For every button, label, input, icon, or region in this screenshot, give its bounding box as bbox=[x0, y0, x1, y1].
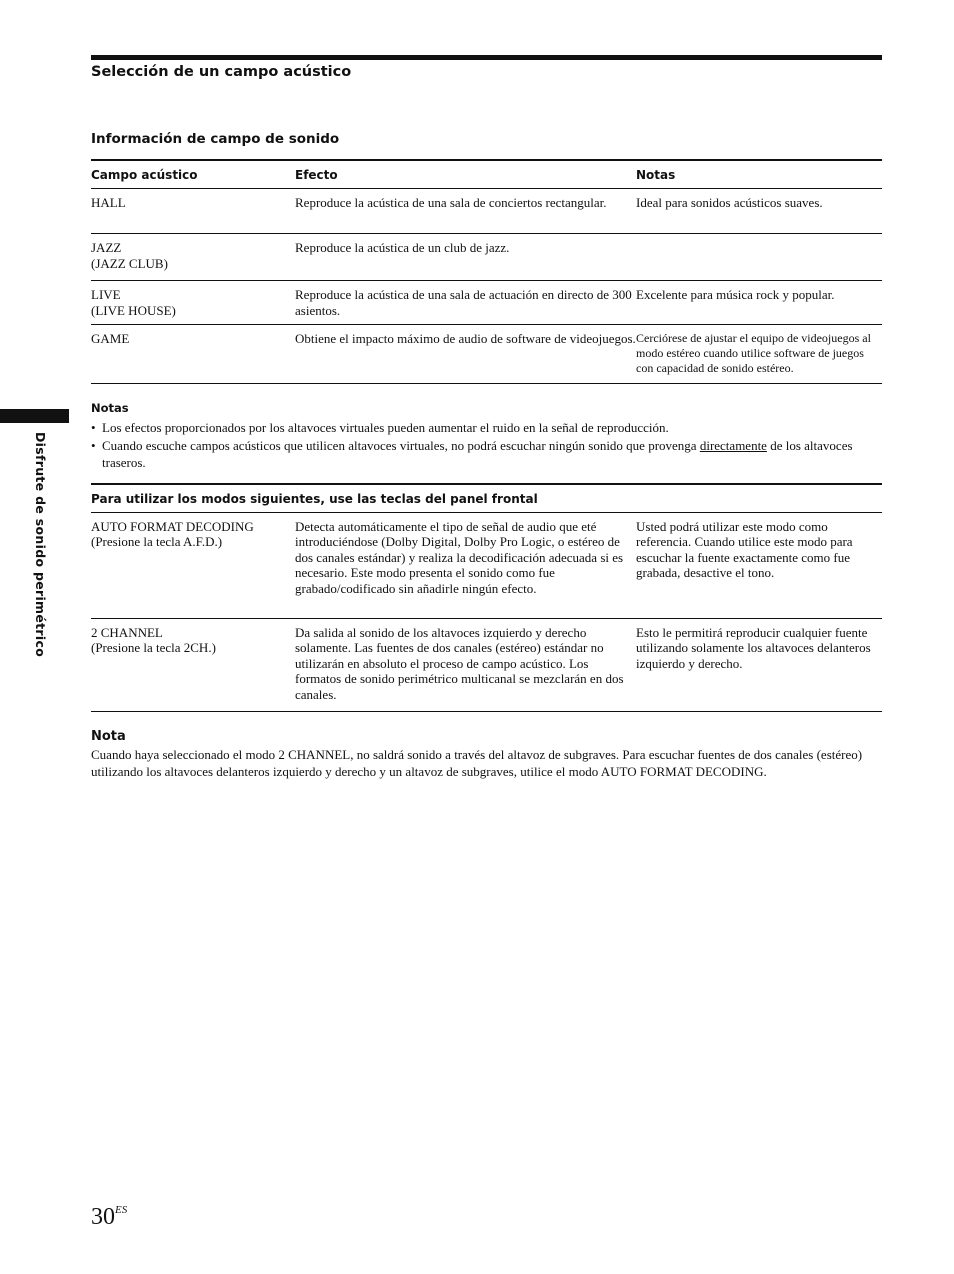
notes-cell: Ideal para sonidos acústicos suaves. bbox=[636, 189, 882, 234]
notes-heading: Notas bbox=[91, 401, 129, 415]
notes-cell: Usted podrá utilizar este modo como referencia. Cuando utilice este modo para escuchar la fuente exactamente como fue grabada, desactive el tono. bbox=[636, 513, 882, 619]
table-header-row bbox=[91, 160, 882, 189]
header-campo-acustico: Campo acústico bbox=[91, 160, 295, 189]
note-text: Cuando escuche campos acústicos que utilicen altavoces virtuales, no podrá escuchar ningún sonido que provenga bbox=[102, 437, 700, 453]
sound-field-table bbox=[91, 159, 882, 384]
mode-cell bbox=[91, 513, 295, 619]
note-block bbox=[91, 728, 882, 781]
underlined-word: directamente bbox=[699, 437, 767, 453]
notes-block bbox=[91, 401, 882, 472]
field-name: HALL bbox=[91, 195, 126, 210]
side-tab-marker bbox=[0, 409, 69, 423]
note-text: Los efectos proporcionados por los altavoces virtuales pueden aumentar el ruido en la señal de reproducción. bbox=[102, 420, 669, 435]
subsection-title: Información de campo de sonido bbox=[91, 131, 340, 147]
top-rule bbox=[91, 55, 882, 60]
table-row bbox=[91, 619, 882, 712]
field-name: LIVE bbox=[91, 287, 121, 302]
side-chapter-label: Disfrute de sonido perimétrico bbox=[33, 432, 48, 658]
note-text: Cuando haya seleccionado el modo 2 CHANNEL, no saldrá sonido a través del altavoz de subgraves. Para escuchar fuentes de dos canales (estéreo) utilizando los altavoces delanteros izquierdo y derecho y un altavoz de subgraves, utilice el modo AUTO FORMAT DECODING. bbox=[91, 746, 863, 779]
bullet-icon: • bbox=[91, 420, 96, 435]
effect-cell: Obtiene el impacto máximo de audio de software de videojuegos. bbox=[295, 325, 636, 384]
notes-cell: Excelente para música rock y popular. bbox=[636, 281, 882, 325]
notes-cell: Cerciórese de ajustar el equipo de videojuegos al modo estéreo cuando utilice software de juegos con capacidad de sonido estéreo. bbox=[636, 325, 882, 384]
page-number-value: 30 bbox=[91, 1204, 115, 1230]
page-language-suffix: ES bbox=[115, 1204, 128, 1216]
effect-cell: Da salida al sonido de los altavoces izquierdo y derecho solamente. Las fuentes de dos canales (estéreo) estándar no utilizarán en absoluto el proceso de campo acústico. Los formatos de sonido perimétrico multicanal se mezclarán en dos canales. bbox=[295, 619, 636, 712]
notes-list bbox=[91, 419, 882, 472]
effect-cell: Reproduce la acústica de una sala de conciertos rectangular. bbox=[295, 189, 636, 234]
table-row bbox=[91, 189, 882, 234]
mode-key: (Presione la tecla A.F.D.) bbox=[91, 534, 223, 550]
field-subname: (JAZZ CLUB) bbox=[91, 255, 168, 271]
effect-cell: Reproduce la acústica de una sala de actuación en directo de 300 asientos. bbox=[295, 281, 636, 325]
modes-table-header: Para utilizar los modos siguientes, use las teclas del panel frontal bbox=[91, 484, 882, 513]
table-row bbox=[91, 234, 882, 281]
notes-cell bbox=[636, 234, 882, 281]
field-cell bbox=[91, 234, 295, 281]
field-cell bbox=[91, 189, 295, 234]
field-name: GAME bbox=[91, 331, 130, 346]
page-number bbox=[91, 1204, 127, 1231]
list-item bbox=[91, 419, 882, 437]
field-cell bbox=[91, 281, 295, 325]
section-title: Selección de un campo acústico bbox=[91, 64, 352, 80]
table-row bbox=[91, 325, 882, 384]
front-panel-modes-table bbox=[91, 483, 882, 712]
effect-cell: Reproduce la acústica de un club de jazz. bbox=[295, 234, 636, 281]
header-notas: Notas bbox=[636, 160, 882, 189]
mode-name: 2 CHANNEL bbox=[91, 625, 163, 640]
mode-key: (Presione la tecla 2CH.) bbox=[91, 640, 216, 656]
bullet-icon: • bbox=[91, 437, 96, 453]
header-efecto: Efecto bbox=[295, 160, 636, 189]
note-heading: Nota bbox=[91, 729, 126, 744]
mode-name: AUTO FORMAT DECODING bbox=[91, 519, 254, 534]
table-row bbox=[91, 281, 882, 325]
field-name: JAZZ bbox=[91, 240, 122, 255]
notes-cell: Esto le permitirá reproducir cualquier fuente utilizando solamente los altavoces delanteros izquierdo y derecho. bbox=[636, 619, 882, 712]
field-cell bbox=[91, 325, 295, 384]
table-row bbox=[91, 513, 882, 619]
table-header-row bbox=[91, 484, 882, 513]
field-subname: (LIVE HOUSE) bbox=[91, 302, 176, 318]
note-text: de los altavoces traseros. bbox=[102, 437, 853, 470]
list-item bbox=[91, 437, 882, 472]
mode-cell bbox=[91, 619, 295, 712]
effect-cell: Detecta automáticamente el tipo de señal de audio que eté introduciéndose (Dolby Digital, Dolby Pro Logic, o estéreo de dos canales estándar) y realiza la decodificación adecuada si es necesario. Este modo presenta el sonido como fue grabado/codificado sin añadirle ningún efecto. bbox=[295, 513, 636, 619]
